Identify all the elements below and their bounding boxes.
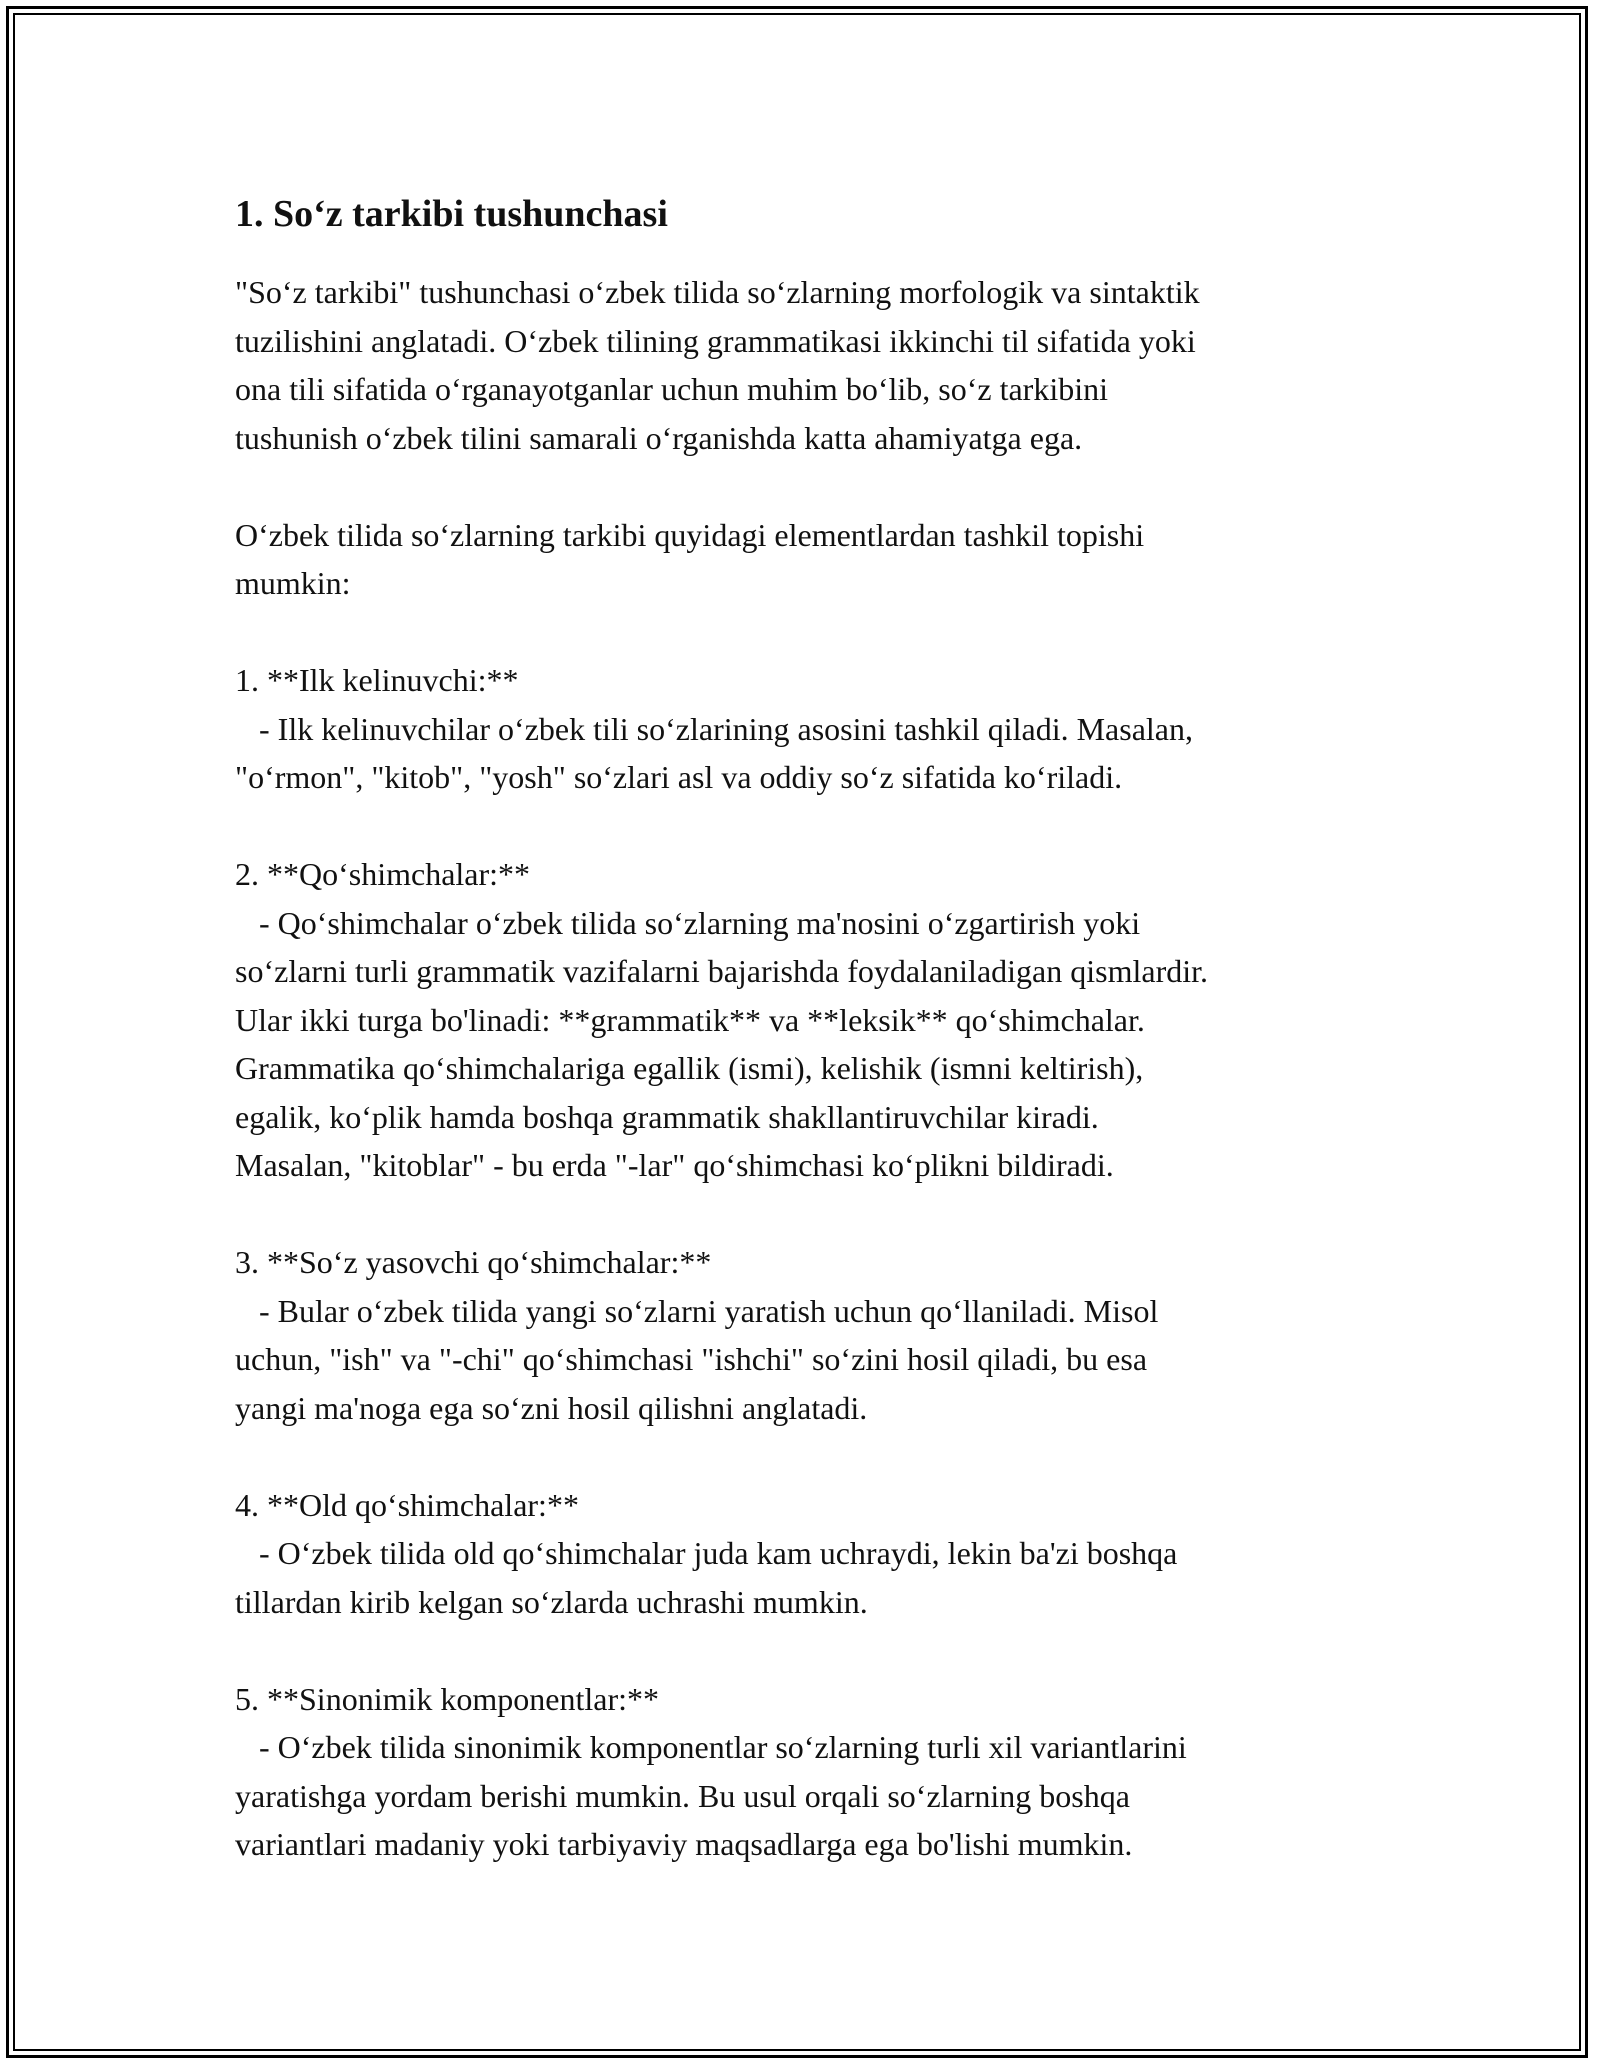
document-body xyxy=(235,188,1375,1869)
paragraph-spacer xyxy=(235,1626,1375,1675)
intro-paragraph: "So‘z tarkibi" tushunchasi o‘zbek tilida so‘zlarning morfologik va sintaktik tuzilishini anglatadi. O‘zbek tilining grammatikasi ikkinchi til sifatida yoki ona tili sifatida o‘rganayotganlar uchun muhim bo‘lib, so‘z tarkibini tushunish o‘zbek tilini samarali o‘rganishda katta ahamiyatga ega. xyxy=(235,274,1200,456)
list-item-body: - O‘zbek tilida sinonimik komponentlar so‘zlarning turli xil variantlarini yaratishga yordam berishi mumkin. Bu usul orqali so‘zlarning boshqa variantlari madaniy yoki tarbiyaviy maqsadlarga ega bo'lishi mumkin. xyxy=(235,1729,1187,1862)
list-item-body: - Bular o‘zbek tilida yangi so‘zlarni yaratish uchun qo‘llaniladi. Misol uchun, "ish" va "-chi" qo‘shimchasi "ishchi" so‘zini hosil qiladi, bu esa yangi ma'noga ega so‘zni hosil qilishni anglatadi. xyxy=(235,1292,1159,1426)
list-item-5 xyxy=(235,1675,1375,1869)
list-item-heading: 1. **Ilk kelinuvchi:** xyxy=(235,662,519,698)
list-item-2 xyxy=(235,850,1375,1190)
paragraph-spacer xyxy=(235,1432,1375,1481)
list-item-body: - Qo‘shimchalar o‘zbek tilida so‘zlarning ma'nosini o‘zgartirish yoki so‘zlarni turli grammatik vazifalarni bajarishda foydalaniladigan qismlardir. Ular ikki turga bo'linadi: **grammatik** va **leksik** qo‘shimchalar. Grammatika qo‘shimchalariga egallik (ismi), kelishik (ismni keltirish), egalik, ko‘plik hamda boshqa grammatik shakllantiruvchilar kiradi. Masalan, "kitoblar" - bu erda "-lar" qo‘shimchasi ko‘plikni bildiradi. xyxy=(235,904,1208,1183)
list-item-heading: 4. **Old qo‘shimchalar:** xyxy=(235,1486,579,1523)
list-item-heading: 5. **Sinonimik komponentlar:** xyxy=(235,1680,659,1717)
list-item-heading: 3. **So‘z yasovchi qo‘shimchalar:** xyxy=(235,1244,712,1280)
paragraph-spacer xyxy=(235,802,1375,851)
paragraph-spacer xyxy=(235,608,1375,657)
list-item-body: - O‘zbek tilida old qo‘shimchalar juda kam uchraydi, lekin ba'zi boshqa tillardan kirib kelgan so‘zlarda uchrashi mumkin. xyxy=(235,1535,1178,1620)
paragraph-spacer xyxy=(235,1190,1375,1239)
list-item-4 xyxy=(235,1481,1375,1627)
paragraph-spacer xyxy=(235,462,1375,511)
list-item-3 xyxy=(235,1238,1375,1432)
list-item-1 xyxy=(235,656,1375,802)
lead-paragraph: O‘zbek tilida so‘zlarning tarkibi quyidagi elementlardan tashkil topishi mumkin: xyxy=(235,516,1145,601)
section-title: 1. So‘z tarkibi tushunchasi xyxy=(235,193,668,235)
list-item-heading: 2. **Qo‘shimchalar:** xyxy=(235,856,531,892)
list-item-body: - Ilk kelinuvchilar o‘zbek tili so‘zlarining asosini tashkil qiladi. Masalan, "o‘rmon", "kitob", "yosh" so‘zlari asl va oddiy so‘z sifatida ko‘riladi. xyxy=(235,710,1193,795)
